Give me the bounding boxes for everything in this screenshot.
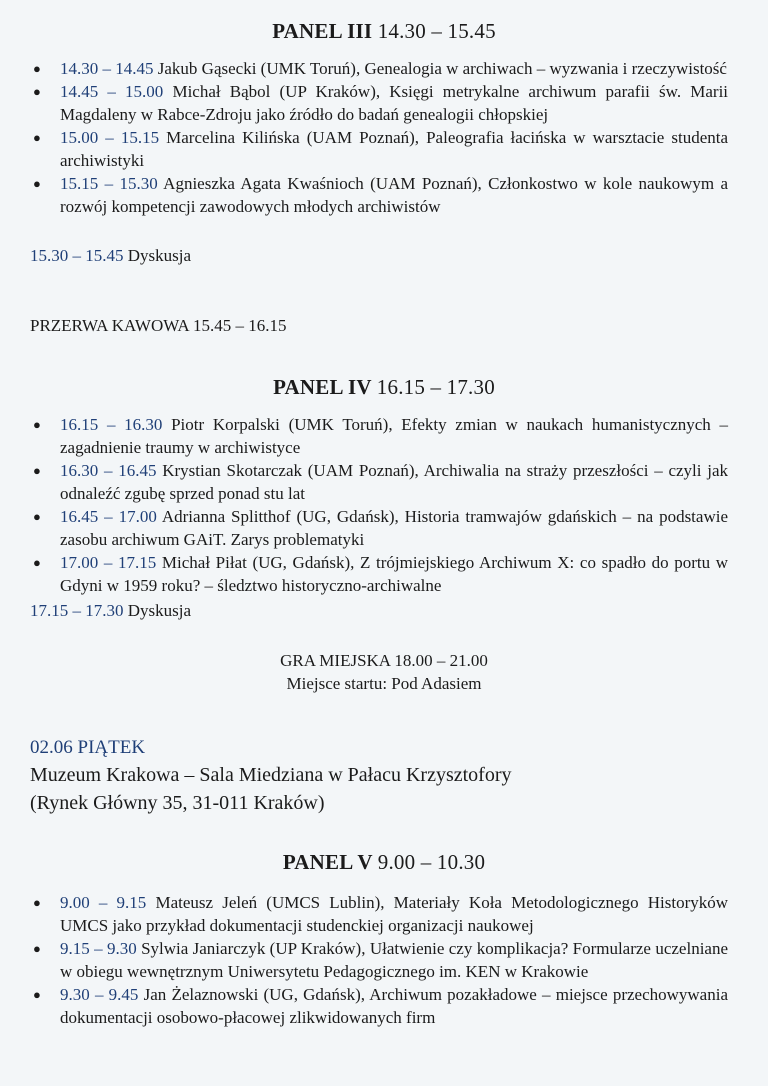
bullet-dot-icon: ●: [33, 895, 41, 910]
talk-text: Krystian Skotarczak (UAM Poznań), Archiwalia na straży przeszłości – czyli jak odnaleźć zgubę sprzed ponad stu lat: [60, 461, 729, 503]
list-item: [0, 413, 768, 459]
bullet-dot-icon: ●: [33, 463, 41, 478]
talk-time: 16.30 – 16.45: [60, 461, 157, 480]
city-game: [0, 649, 768, 695]
talk-text: Sylwia Janiarczyk (UP Kraków), Ułatwienie czy komplikacja? Formularze uczelniane w obiegu wewnętrznym Uniwersytetu Pedagogicznego im. KEN w Krakowie: [60, 939, 729, 981]
talk-text: Piotr Korpalski (UMK Toruń), Efekty zmian w naukach humanistycznych – zagadnienie traumy w archiwistyce: [60, 415, 729, 457]
panel-5-talk-list: [0, 891, 768, 1029]
venue-name: Muzeum Krakowa – Sala Miedziana w Pałacu Krzysztofory: [30, 764, 512, 786]
bullet-dot-icon: ●: [33, 941, 41, 956]
bullet-dot-icon: ●: [33, 130, 41, 145]
list-item: [0, 172, 768, 218]
talk-time: 17.00 – 17.15: [60, 553, 157, 572]
bullet-dot-icon: ●: [33, 555, 41, 570]
panel-3-name: PANEL III: [272, 19, 373, 43]
discussion-label: Dyskusja: [123, 246, 192, 265]
panel-3-talk-list: [0, 57, 768, 218]
list-item: [0, 57, 768, 80]
panel-3-discussion: [0, 244, 191, 267]
list-item: [0, 459, 768, 505]
bullet-dot-icon: ●: [33, 509, 41, 524]
talk-time: 9.00 – 9.15: [60, 893, 147, 912]
talk-time: 15.15 – 15.30: [60, 174, 158, 193]
panel-4-name: PANEL IV: [273, 375, 372, 399]
list-item: [0, 891, 768, 937]
list-item: [0, 505, 768, 551]
talk-time: 16.45 – 17.00: [60, 507, 157, 526]
talk-time: 15.00 – 15.15: [60, 128, 160, 147]
talk-time: 14.45 – 15.00: [60, 82, 164, 101]
list-item: [0, 126, 768, 172]
bullet-dot-icon: ●: [33, 417, 41, 432]
break-time: 15.45 – 16.15: [192, 316, 287, 335]
talk-text: Michał Bąbol (UP Kraków), Księgi metrykalne archiwum parafii św. Marii Magdaleny w Rabce-Zdroju jako źródło do badań genealogii chłopskiej: [60, 82, 729, 124]
list-item: [0, 551, 768, 597]
talk-text: Mateusz Jeleń (UMCS Lublin), Materiały Koła Metodologicznego Historyków UMCS jako przykład dokumentacji studenckiej organizacji naukowej: [60, 893, 729, 935]
talk-time: 9.30 – 9.45: [60, 985, 139, 1004]
list-item: [0, 80, 768, 126]
bullet-dot-icon: ●: [33, 61, 41, 76]
talk-text: Jan Żelaznowski (UG, Gdańsk), Archiwum pozakładowe – miejsce przechowywania dokumentacji osobowo-płacowej zlikwidowanych firm: [60, 985, 729, 1027]
panel-5-time: 9.00 – 10.30: [377, 850, 486, 874]
list-item: [0, 937, 768, 983]
bullet-dot-icon: ●: [33, 987, 41, 1002]
talk-time: 16.15 – 16.30: [60, 415, 163, 434]
bullet-dot-icon: ●: [33, 176, 41, 191]
panel-4-time: 16.15 – 17.30: [376, 375, 495, 399]
talk-text: Michał Piłat (UG, Gdańsk), Z trójmiejskiego Archiwum X: co spadło do portu w Gdyni w 1959 roku? – śledztwo historyczno-archiwalne: [60, 553, 729, 595]
panel-5-name: PANEL V: [282, 850, 373, 874]
talk-text: Marcelina Kilińska (UAM Poznań), Paleografia łacińska w warsztacie studenta archiwistyki: [60, 128, 729, 170]
discussion-time: 15.30 – 15.45: [30, 246, 124, 265]
panel-4-talk-list: [0, 413, 768, 597]
city-game-start: Miejsce startu: Pod Adasiem: [286, 674, 482, 693]
talk-text: Agnieszka Agata Kwaśnioch (UAM Poznań), Członkostwo w kole naukowym a rozwój kompetencji zawodowych młodych archiwistów: [60, 174, 728, 216]
talk-time: 9.15 – 9.30: [60, 939, 137, 958]
talk-time: 14.30 – 14.45: [60, 59, 154, 78]
panel-3-time: 14.30 – 15.45: [377, 19, 496, 43]
coffee-break: [0, 314, 286, 337]
panel-4-title: [0, 374, 768, 400]
bullet-dot-icon: ●: [33, 84, 41, 99]
city-game-title: GRA MIEJSKA 18.00 – 21.00: [280, 651, 488, 670]
discussion-time: 17.15 – 17.30: [30, 601, 124, 620]
day-header: 02.06 PIĄTEK: [30, 737, 146, 758]
talk-text: Adrianna Splitthof (UG, Gdańsk), Historia tramwajów gdańskich – na podstawie zasobu archiwum GAiT. Zarys problematyki: [60, 507, 728, 549]
talk-text: Jakub Gąsecki (UMK Toruń), Genealogia w archiwach – wyzwania i rzeczywistość: [153, 59, 727, 78]
list-item: [0, 983, 768, 1029]
panel-3-title: [0, 18, 768, 44]
panel-4-discussion: [0, 599, 191, 622]
discussion-label: Dyskusja: [123, 601, 192, 620]
panel-5-title: [0, 849, 768, 875]
venue-address: (Rynek Główny 35, 31-011 Kraków): [30, 792, 325, 814]
break-label: PRZERWA KAWOWA: [30, 316, 189, 335]
